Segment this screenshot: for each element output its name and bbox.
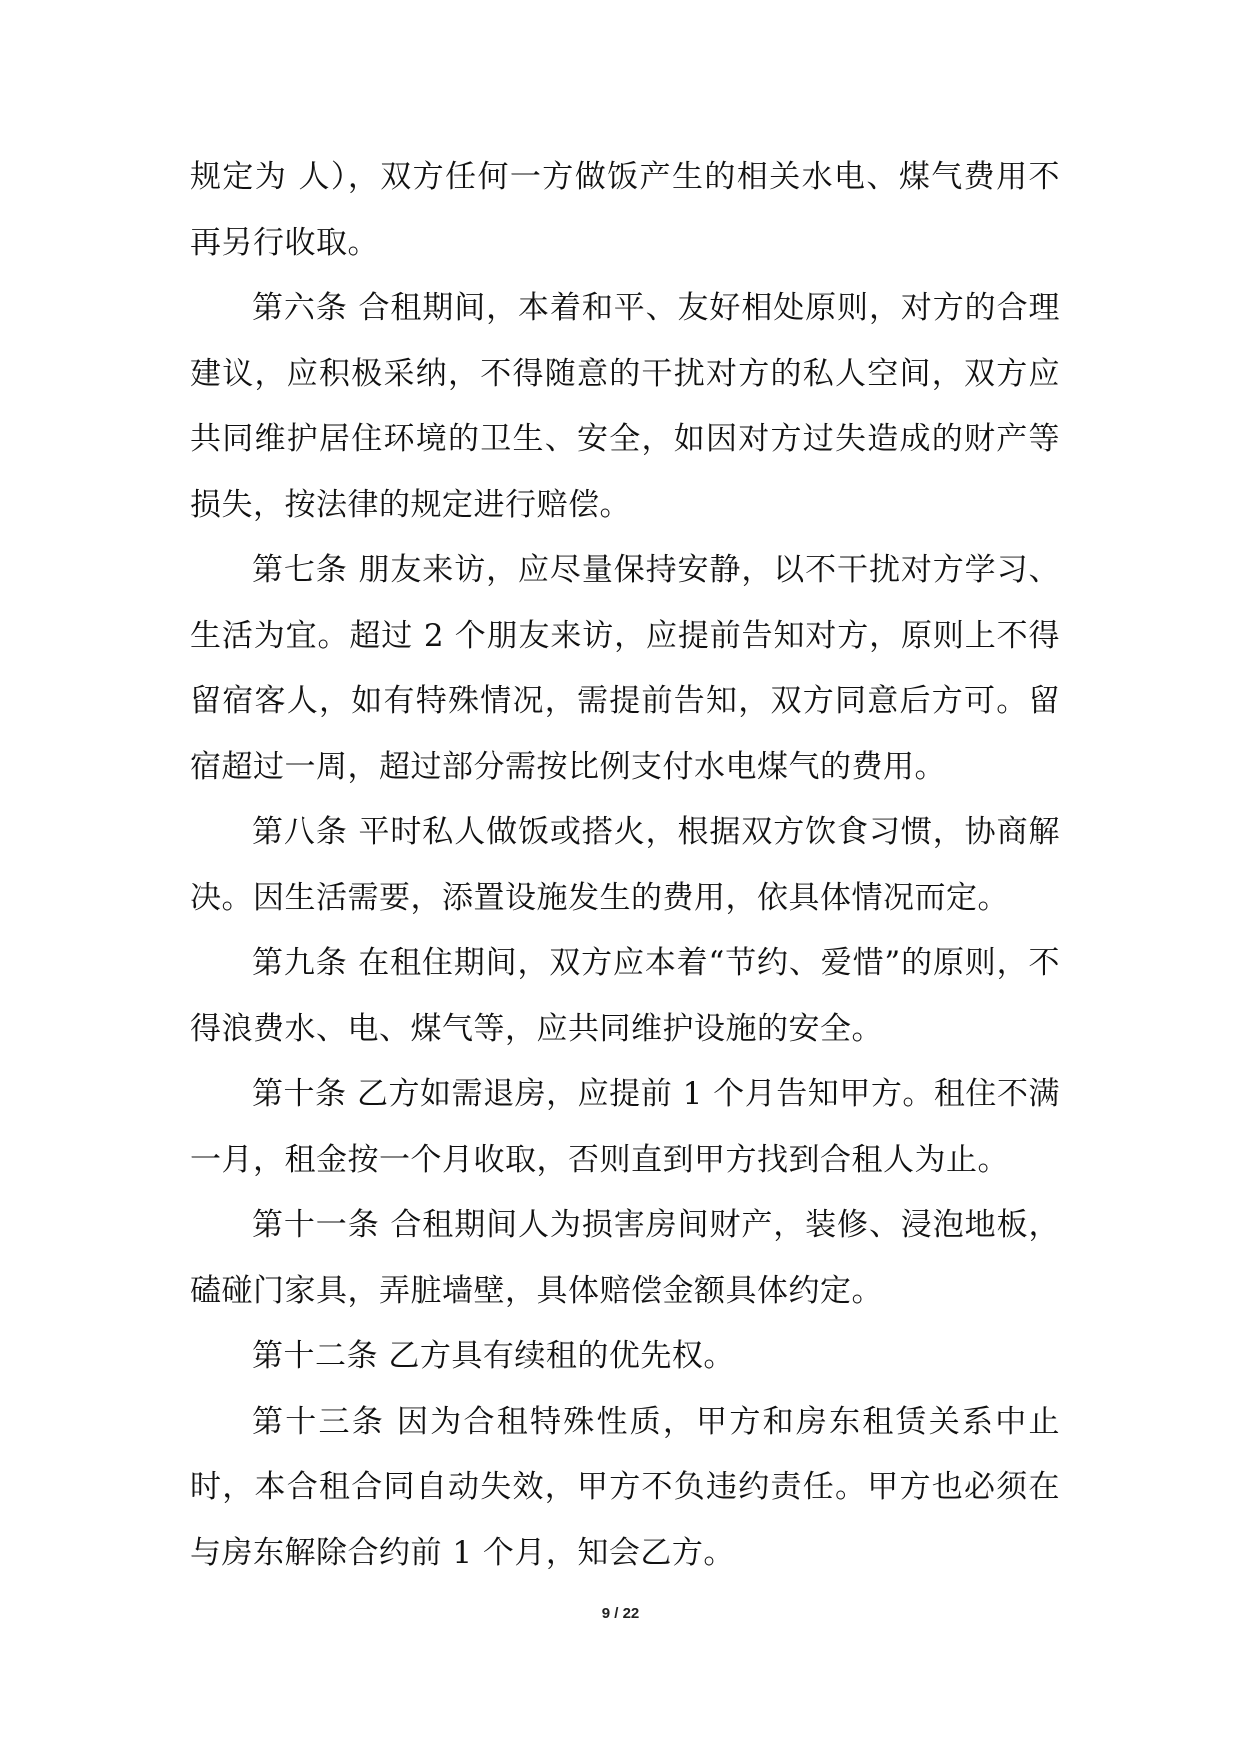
paragraph-article-9: 第九条 在租住期间，双方应本着“节约、爱惜”的原则，不得浪费水、电、煤气等，应共同维护设施的安全。 bbox=[190, 945, 1060, 1047]
document-body bbox=[190, 145, 1060, 1586]
paragraph-article-11: 第十一条 合租期间人为损害房间财产，装修、浸泡地板，磕碰门家具，弄脏墙壁，具体赔偿金额具体约定。 bbox=[190, 1207, 1060, 1309]
paragraph-article-6: 第六条 合租期间，本着和平、友好相处原则，对方的合理建议，应积极采纳，不得随意的干扰对方的私人空间，双方应共同维护居住环境的卫生、安全，如因对方过失造成的财产等损失，按法律的规定进行赔偿。 bbox=[190, 290, 1060, 523]
paragraph-article-8: 第八条 平时私人做饭或搭火，根据双方饮食习惯，协商解决。因生活需要，添置设施发生的费用，依具体情况而定。 bbox=[190, 814, 1060, 916]
paragraph-article-12: 第十二条 乙方具有续租的优先权。 bbox=[252, 1338, 735, 1374]
paragraph-article-7: 第七条 朋友来访，应尽量保持安静，以不干扰对方学习、生活为宜。超过 2 个朋友来访，应提前告知对方，原则上不得留宿客人，如有特殊情况，需提前告知，双方同意后方可。留宿超过一周，超过部分需按比例支付水电煤气的费用。 bbox=[190, 552, 1060, 785]
paragraph-continuation: 规定为 人），双方任何一方做饭产生的相关水电、煤气费用不再另行收取。 bbox=[190, 159, 1060, 261]
paragraph-article-10: 第十条 乙方如需退房，应提前 1 个月告知甲方。租住不满一月，租金按一个月收取，否则直到甲方找到合租人为止。 bbox=[190, 1076, 1060, 1178]
paragraph-article-13: 第十三条 因为合租特殊性质，甲方和房东租赁关系中止时，本合租合同自动失效，甲方不负违约责任。甲方也必须在与房东解除合约前 1 个月，知会乙方。 bbox=[190, 1403, 1060, 1571]
page-number: 9 / 22 bbox=[601, 1605, 640, 1622]
